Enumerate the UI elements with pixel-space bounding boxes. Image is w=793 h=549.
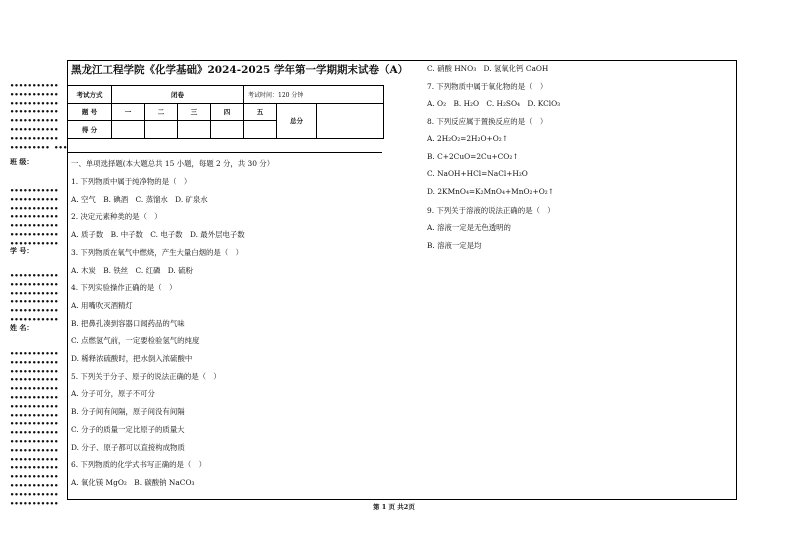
- question-stem: 2. 决定元素种类的是（ ）: [71, 212, 162, 222]
- col-4: 四: [211, 103, 244, 121]
- question-stem: 1. 下列物质中属于纯净物的是（ ）: [71, 177, 192, 186]
- answer-option: A. 空气 B. 碘酒 C. 蒸馏水 D. 矿泉水: [71, 194, 208, 204]
- score-table: [67, 85, 384, 139]
- exam-mode: 闭卷: [112, 86, 244, 104]
- answer-option: A. 木炭 B. 铁丝 C. 红磷 D. 硫粉: [71, 265, 193, 275]
- divider: [67, 152, 382, 153]
- binding-dots: •••••••••••: [10, 455, 59, 464]
- answer-option: A. 溶液一定是无色透明的: [427, 223, 511, 233]
- page-footer: 第 1 页 共2页: [373, 503, 415, 511]
- binding-dots: •••••••••••: [10, 90, 59, 99]
- binding-dots: •••••••••••: [10, 289, 59, 298]
- answer-option: B. 分子间有间隔，原子间没有间隔: [71, 407, 185, 417]
- binding-dots: •••••••••••: [10, 231, 59, 239]
- answer-option: A. 氧化镁 MgO₂ B. 碳酸钠 NaCO₃: [71, 477, 195, 487]
- score-cell-4[interactable]: [211, 121, 244, 139]
- binding-dots: •••••••••••: [10, 108, 59, 117]
- binding-dots: •••••••••••: [10, 99, 59, 108]
- exam-time: 考试时间：120 分钟: [244, 86, 384, 104]
- binding-dots: •••••••••••: [10, 134, 59, 143]
- binding-dots: •••••••••••: [10, 187, 59, 195]
- binding-dots: •••••••••••: [10, 307, 59, 316]
- answer-option: B. 溶液一定是均: [427, 241, 482, 250]
- col-5: 五: [244, 103, 277, 121]
- answer-option: C. 硝酸 HNO₃ D. 氢氧化钙 CaOH: [427, 64, 549, 73]
- answer-option: C. 分子的质量一定比原子的质量大: [71, 424, 185, 434]
- binding-dots: •••••••••••: [10, 464, 59, 473]
- answer-option: D. 稀释浓硫酸时，把水倒入浓硫酸中: [71, 354, 193, 363]
- total-label: 总分: [277, 103, 317, 138]
- question-stem: 6. 下列物质的化学式书写正确的是（ ）: [71, 460, 207, 470]
- binding-dots: •••••••••••: [10, 429, 59, 438]
- answer-option: A. 质子数 B. 中子数 C. 电子数 D. 最外层电子数: [71, 230, 245, 240]
- question-stem: 9. 下列关于溶液的说法正确的是（ ）: [427, 205, 555, 215]
- col-3: 三: [178, 103, 211, 121]
- binding-dots: •••••••••••: [10, 438, 59, 446]
- binding-dots: •••••••••••: [10, 394, 59, 402]
- binding-dots: •••••••••••: [10, 117, 59, 126]
- exam-title: 黑龙江工程学院《化学基础》2024-2025 学年第一学期期末试卷（A）: [71, 64, 409, 76]
- answer-option: C. NaOH+HCl=NaCl+H₂O: [427, 169, 528, 179]
- binding-dots: •••••••••••: [10, 204, 59, 213]
- score-cell-5[interactable]: [244, 121, 277, 139]
- score-label: 得 分: [68, 121, 112, 139]
- answer-option: B. 把鼻孔凑到容器口闻药品的气味: [71, 318, 185, 328]
- question-stem: 4. 下列实验操作正确的是（ ）: [71, 283, 177, 293]
- binding-dots: •••••••••••: [10, 499, 59, 508]
- name-label: 姓 名：: [10, 323, 34, 332]
- answer-option: A. O₂ B. H₂O C. H₂SO₄ D. KClO₃: [427, 99, 561, 109]
- binding-dots: •••••••••••: [10, 272, 59, 280]
- binding-dots: •••••••••••: [10, 213, 59, 222]
- binding-dots: •••••••••••: [10, 239, 59, 248]
- binding-dots: •••••••••••: [10, 280, 59, 289]
- binding-dots: •••••••••••: [10, 490, 59, 499]
- answer-option: A. 分子可分，原子不可分: [71, 389, 155, 399]
- total-score-cell[interactable]: [317, 103, 384, 138]
- class-label: 班 级：: [10, 157, 34, 166]
- binding-dots: •••••••••••: [10, 385, 59, 394]
- binding-dots: •••••••••••: [10, 446, 59, 455]
- score-cell-2[interactable]: [145, 121, 178, 139]
- binding-dots: •••••••••••: [10, 358, 59, 367]
- binding-dots: •••••••••••: [10, 473, 59, 482]
- binding-dots: •••••••••••: [10, 376, 59, 385]
- section-heading: 一、单项选择题(本大题总共 15 小题，每题 2 分，共 30 分）: [71, 159, 275, 168]
- answer-option: D. 分子、原子都可以直接构成物质: [71, 442, 185, 452]
- binding-dots: •••••••••••: [10, 420, 59, 429]
- binding-dots: •••••••••••: [10, 222, 59, 231]
- col-1: 一: [112, 103, 145, 121]
- question-stem: 7. 下列物质中属于氧化物的是（ ）: [427, 81, 548, 91]
- binding-dots: •••••••••••: [10, 482, 59, 490]
- binding-dots: •••••••••••: [10, 126, 59, 134]
- binding-dots: •••••••••••: [10, 82, 59, 90]
- binding-dots: •••••••••••: [10, 402, 59, 411]
- score-cell-1[interactable]: [112, 121, 145, 139]
- question-stem: 3. 下列物质在氧气中燃烧，产生大量白烟的是（ ）: [71, 247, 243, 257]
- binding-dots: •••••••••••: [10, 195, 59, 204]
- col-2: 二: [145, 103, 178, 121]
- question-no-label: 题 号: [68, 103, 112, 121]
- score-cell-3[interactable]: [178, 121, 211, 139]
- answer-option: C. 点燃氢气前，一定要检验氢气的纯度: [71, 336, 200, 346]
- binding-dots: •••••••••••: [10, 367, 59, 376]
- answer-option: A. 用嘴吹灭酒精灯: [71, 300, 133, 310]
- student-id-label: 学 号：: [10, 246, 34, 255]
- answer-option: D. 2KMnO₄=K₂MnO₄+MnO₂+O₂↑: [427, 186, 554, 196]
- binding-dots: •••••••••••: [10, 298, 59, 307]
- binding-dots: ••••••••• •••: [10, 143, 68, 152]
- answer-option: B. C+2CuO=2Cu+CO₂↑: [427, 151, 519, 161]
- question-stem: 5. 下列关于分子、原子的说法正确的是（ ）: [71, 371, 221, 381]
- binding-dots: •••••••••••: [10, 316, 59, 324]
- exam-mode-label: 考试方式: [68, 86, 112, 104]
- answer-option: A. 2H₂O₂=2H₂O+O₂↑: [427, 133, 508, 143]
- binding-dots: •••••••••••: [10, 350, 59, 358]
- binding-dots: •••••••••••: [10, 411, 59, 420]
- question-stem: 8. 下列反应属于置换反应的是（ ）: [427, 117, 548, 127]
